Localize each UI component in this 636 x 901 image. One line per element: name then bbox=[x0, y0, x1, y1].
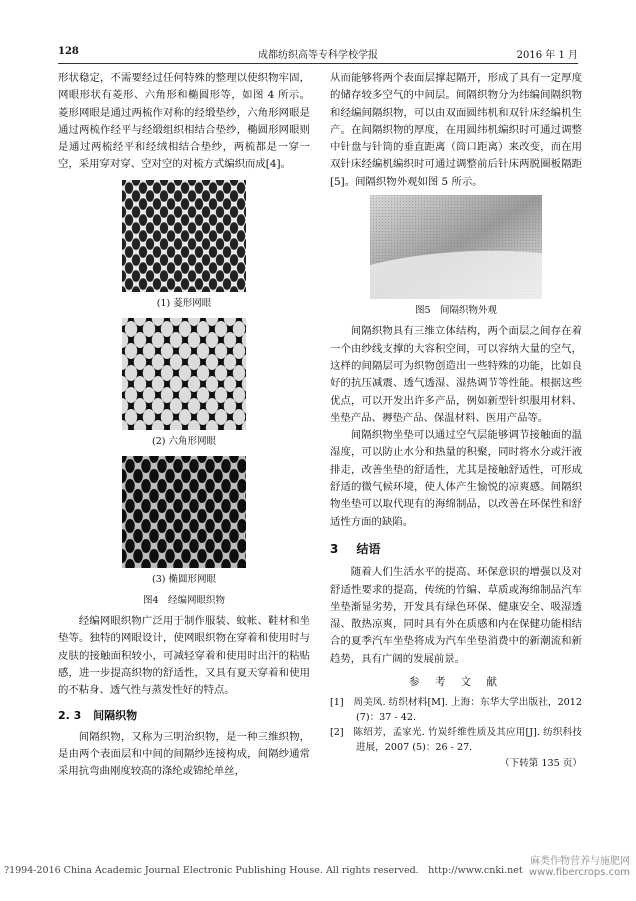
section-3-number: 3 bbox=[330, 541, 339, 556]
continued-note: （下转第 135 页） bbox=[500, 758, 582, 770]
figure-4-2-hexagon-mesh bbox=[122, 318, 246, 430]
reference-1: [1] 周美凤. 纺织材料[M]. 上海：东华大学出版社，2012 (7)：37 - 42. bbox=[330, 697, 582, 724]
right-paragraph-4: 随着人们生活水平的提高、环保意识的增强以及对舒适性要求的提高，传统的竹编、草质或海绵制品汽车坐垫渐显劣势，开发具有绿色环保、健康安全、吸湿透湿、散热凉爽，同时具有外在质感和内在保健功能相结合的夏季汽车坐垫将成为汽车坐垫消费中的新潮流和新趋势，具有广阔的发展前景。 bbox=[330, 566, 582, 665]
page-number: 128 bbox=[58, 46, 79, 57]
watermark bbox=[529, 856, 630, 878]
figure-5-spacer-fabric-image bbox=[370, 195, 542, 299]
right-paragraph-1: 从而能够将两个表面层撑起隔开，形成了具有一定厚度的储存较多空气的中间层。间隔织物分为纬编间隔织物和经编间隔织物，可以由双面圆纬机和双针床经编机生产。在间隔织物的厚度，在用圆纬机编织时可通过调整中针盘与针筒的垂直距离（筒口距离）来改变，而在用双针床经编机编织时可通过调整前后针床两脱圈板隔距[5]。间隔织物外观如图 5 所示。 bbox=[330, 72, 582, 188]
watermark-line-1: 麻类作物营养与施肥网 bbox=[530, 856, 630, 867]
figure-5-caption: 图5 间隔织物外观 bbox=[414, 305, 498, 317]
reference-2: [2] 陈绍芳，孟家光. 竹炭纤维性质及其应用[J]. 纺织科技进展，2007 (5)：26 - 27. bbox=[330, 727, 582, 754]
figure-4-caption-1: (1) 菱形网眼 bbox=[156, 297, 212, 309]
left-column bbox=[58, 70, 310, 781]
left-paragraph-2: 经编网眼织物广泛用于制作服装、蚊帐、鞋材和坐垫等。独特的网眼设计，使网眼织物在穿着和使用时与皮肤的接触面积较小，可减轻穿着和使用时出汗的粘贴感，进一步提高织物的舒适性，又具有夏天穿着和使用的不粘身、透气性与蒸发性好的特点。 bbox=[58, 614, 310, 697]
figure-4-caption-3: (3) 椭圆形网眼 bbox=[152, 574, 216, 586]
journal-title: 成都纺织高等专科学校学报 bbox=[258, 50, 378, 61]
right-paragraph-3: 间隔织物坐垫可以通过空气层能够调节接触面的温湿度，可以防止水分和热量的积聚，同时将水分或汗液排走，改善坐垫的舒适性，尤其是接触舒适性，可形成舒适的微气候环境，使人体产生愉悦的凉爽感。间隔织物坐垫可以取代现有的海绵制品，以改善在环保性和舒适性方面的缺陷。 bbox=[330, 429, 582, 528]
left-paragraph-1: 形状稳定，不需要经过任何特殊的整理以使织物牢固，网眼形状有菱形、六角形和椭圆形等，如图 4 所示。菱形网眼是通过两梳作对称的经缎垫纱，六角形网眼是通过两梳作经平与经缎组织相结合垫纱，椭圆形网眼则是通过两梳经平和经绒相结合垫纱，两梳都是一穿一空，采用穿对穿、空对空的对梳方式编织而成[4]。 bbox=[58, 72, 310, 171]
section-2-3-number: 2. 3 bbox=[58, 709, 82, 723]
page-header bbox=[58, 46, 578, 64]
section-3-heading bbox=[330, 541, 582, 558]
section-3-title: 结语 bbox=[356, 541, 381, 556]
right-column bbox=[330, 70, 582, 773]
right-paragraph-2: 间隔织物具有三维立体结构，两个面层之间存在着一个由纱线支撑的大容积空间，可以容纳大量的空气，这样的间隔层可为织物创造出一些特殊的功能，比如良好的抗压减震、透气透湿、湿热调节等性能。根据这些优点，可以开发出许多产品，例如新型针织服用材料、坐垫产品、褥垫产品、保温材料、医用产品等。 bbox=[330, 325, 582, 424]
figure-4-title: 图4 经编网眼织物 bbox=[142, 594, 226, 606]
figure-4-1-diamond-mesh bbox=[122, 180, 246, 292]
issue-date: 2016 年 1 月 bbox=[516, 50, 578, 61]
copyright-notice: ?1994-2016 China Academic Journal Electronic Publishing House. All rights reserved. http://www.cnki.net bbox=[4, 865, 523, 876]
left-paragraph-3: 间隔织物，又称为三明治织物，是一种三维织物，是由两个表面层和中间的间隔纱连接构成，间隔纱通常采用抗弯曲刚度较高的涤纶或锦纶单丝， bbox=[58, 730, 310, 778]
watermark-line-2: www.fibercrops.com bbox=[528, 867, 630, 878]
section-2-3-title: 间隔织物 bbox=[93, 709, 138, 723]
section-2-3-heading bbox=[58, 707, 310, 724]
figure-4-caption-2: (2) 六角形网眼 bbox=[152, 436, 216, 448]
figure-4-3-ellipse-mesh bbox=[122, 456, 246, 568]
references-heading: 参 考 文 献 bbox=[408, 676, 503, 689]
